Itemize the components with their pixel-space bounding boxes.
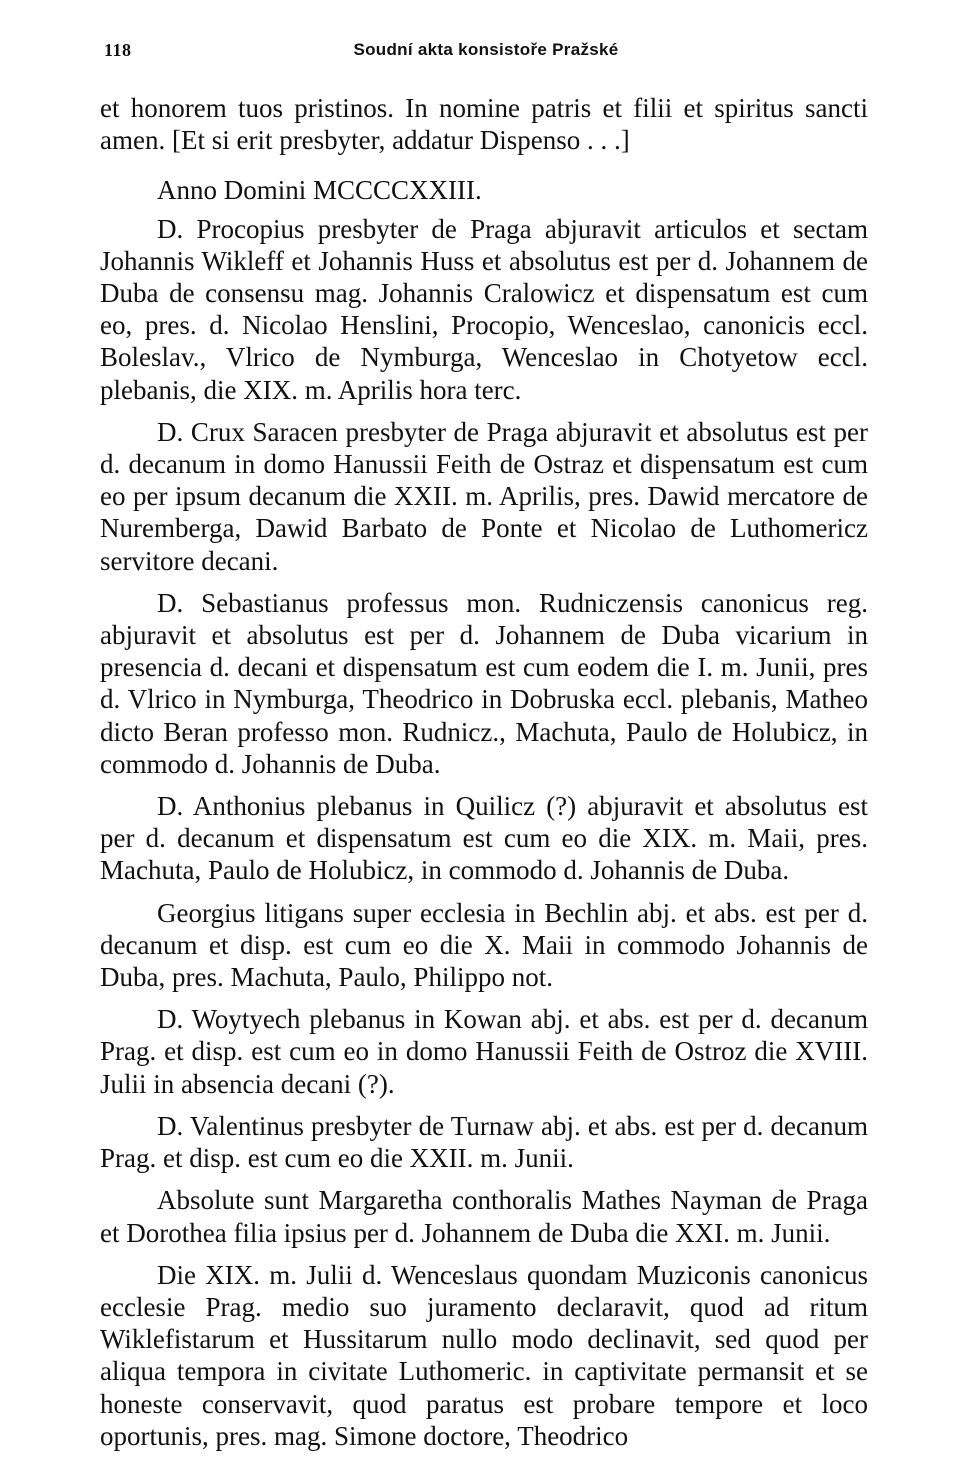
- entry-paragraph: D. Sebastianus professus mon. Rudniczensis canonicus reg. abjuravit et absolutus est per d. Johannem de Duba vicarium in presencia d. decani et dispensatum est cum eodem die I. m. Junii, pres d. Vlrico in Nymburga, Theodrico in Dobruska eccl. plebanis, Matheo dicto Beran professo mon. Rudnicz., Machuta, Paulo de Holubicz, in commodo d. Johannis de Duba.: [100, 587, 868, 779]
- running-header: [104, 40, 868, 64]
- running-title: Soudní akta konsistoře Pražské: [353, 40, 619, 59]
- entry-paragraph: Georgius litigans super ecclesia in Bechlin abj. et abs. est per d. decanum et disp. est cum eo die X. Maii in commodo Johannis de Duba, pres. Machuta, Paulo, Philippo not.: [100, 897, 868, 993]
- entry-paragraph: D. Crux Saracen presbyter de Praga abjuravit et absolutus est per d. decanum in domo Hanussii Feith de Ostraz et dispensatum est cum eo per ipsum decanum die XXII. m. Aprilis, pres. Dawid mercatore de Nuremberga, Dawid Barbato de Ponte et Nicolao de Luthomericz servitore decani.: [100, 416, 868, 576]
- entry-paragraph: Absolute sunt Margaretha conthoralis Mathes Nayman de Praga et Dorothea filia ipsius per d. Johannem de Duba die XXI. m. Junii.: [100, 1185, 868, 1248]
- entry-paragraph: D. Valentinus presbyter de Turnaw abj. et abs. est per d. decanum Prag. et disp. est cum eo die XXII. m. Junii.: [100, 1110, 868, 1174]
- page-number: 118: [104, 40, 132, 60]
- entry-paragraph: D. Woytyech plebanus in Kowan abj. et abs. est per d. decanum Prag. et disp. est cum eo in domo Hanussii Feith de Ostroz die XVIII. Julii in absencia decani (?).: [100, 1004, 868, 1099]
- year-heading: Anno Domini MCCCCXXIII.: [157, 175, 482, 206]
- body-text: [100, 92, 868, 1462]
- entry-paragraph: Die XIX. m. Julii d. Wenceslaus quondam Muziconis canonicus ecclesie Prag. medio suo juramento declaravit, quod ad ritum Wiklefistarum et Hussitarum nullo modo declinavit, sed quod per aliqua tempora in civitate Luthomeric. in captivitate permansit et se honeste conservavit, quod paratus est probare tempore et loco oportunis, pres. mag. Simone doctore, Theodrico: [100, 1259, 868, 1451]
- entry-paragraph: D. Anthonius plebanus in Quilicz (?) abjuravit et absolutus est per d. decanum et dispensatum est cum eo die XIX. m. Maii, pres. Machuta, Paulo de Holubicz, in commodo d. Johannis de Duba.: [100, 791, 868, 886]
- entry-paragraph: D. Procopius presbyter de Praga abjuravit articulos et sectam Johannis Wikleff et Johannis Huss et absolutus est per d. Johannem de Duba de consensu mag. Johannis Cralowicz et dispensatum est cum eo, pres. d. Nicolao Henslini, Procopio, Wenceslao, canonicis eccl. Boleslav., Vlrico de Nymburga, Wenceslao in Chotyetow eccl. plebanis, die XIX. m. Aprilis hora terc.: [100, 213, 868, 405]
- continuation-paragraph: et honorem tuos pristinos. In nomine patris et filii et spiritus sancti amen. [Et si erit presbyter, addatur Dispenso . . .]: [100, 93, 868, 156]
